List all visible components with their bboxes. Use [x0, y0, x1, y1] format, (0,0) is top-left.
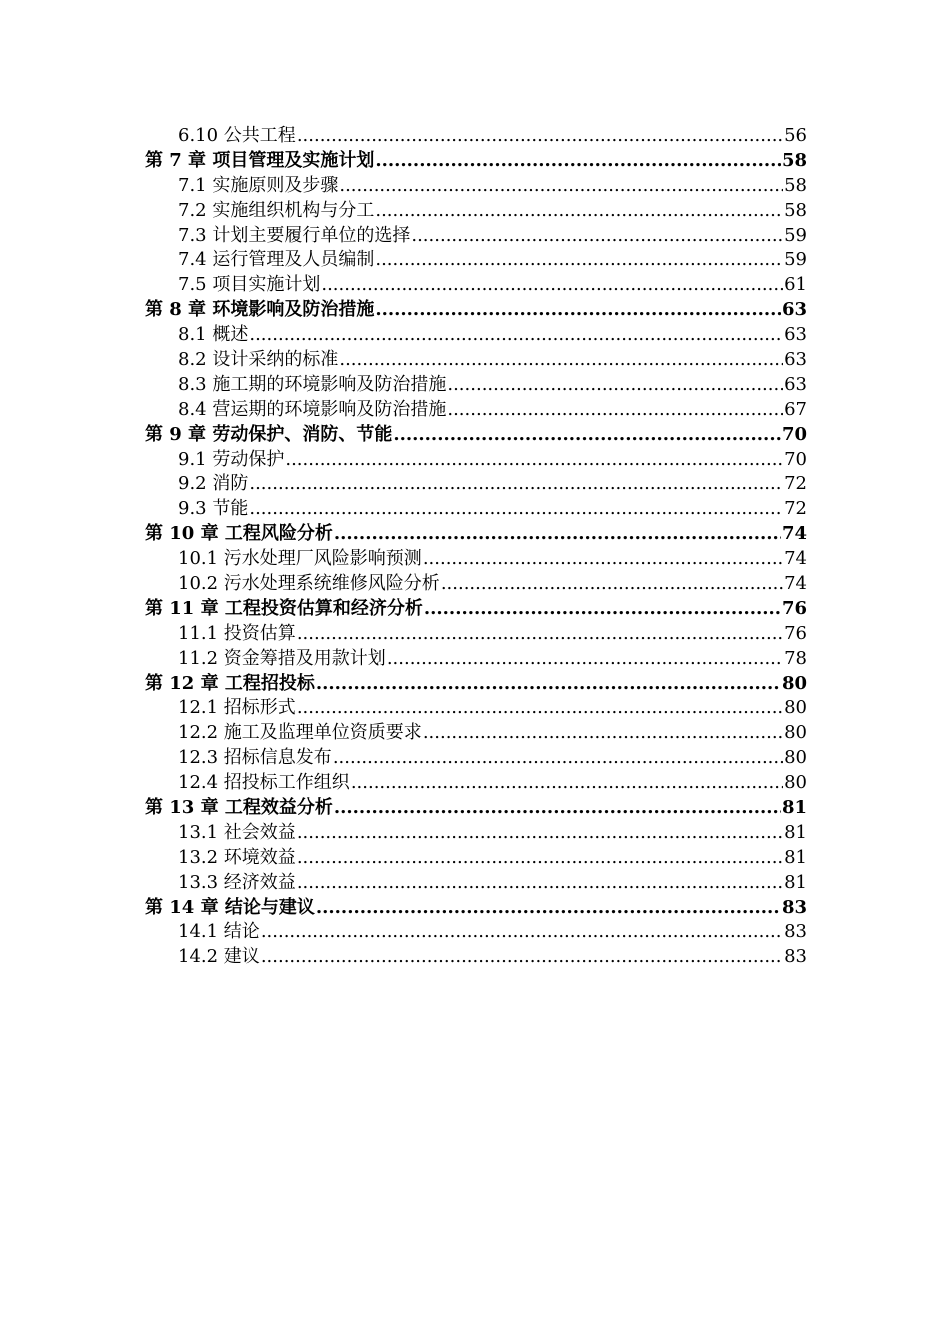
toc-chapter-entry[interactable] — [145, 423, 807, 448]
toc-section-entry[interactable] — [145, 721, 807, 746]
toc-section-entry[interactable] — [145, 199, 807, 224]
toc-page-number: 72 — [784, 498, 807, 520]
toc-entry-title: 7.3 计划主要履行单位的选择 — [178, 224, 411, 246]
toc-entry-title: 14.1 结论 — [178, 921, 260, 943]
toc-page-number: 80 — [781, 672, 807, 694]
toc-dot-leader — [316, 896, 781, 921]
toc-dot-leader — [424, 597, 781, 622]
toc-chapter-entry[interactable] — [145, 672, 807, 697]
toc-entry-title: 7.1 实施原则及步骤 — [178, 174, 339, 196]
toc-dot-leader — [375, 199, 783, 224]
toc-dot-leader — [375, 248, 783, 273]
toc-page-number: 70 — [781, 423, 807, 445]
toc-section-entry[interactable] — [145, 497, 807, 522]
toc-dot-leader — [297, 821, 783, 846]
toc-page-number: 78 — [784, 647, 807, 669]
toc-page-number: 59 — [784, 224, 807, 246]
toc-page-number: 76 — [781, 597, 807, 619]
toc-section-entry[interactable] — [145, 323, 807, 348]
toc-page-number: 76 — [784, 622, 807, 644]
toc-page-number: 74 — [784, 548, 807, 570]
toc-dot-leader — [339, 348, 783, 373]
toc-page-number: 81 — [784, 871, 807, 893]
toc-entry-title: 9.2 消防 — [178, 473, 249, 495]
toc-entry-title: 9.3 节能 — [178, 498, 249, 520]
toc-dot-leader — [447, 373, 783, 398]
toc-page-number: 56 — [784, 124, 807, 146]
toc-section-entry[interactable] — [145, 448, 807, 473]
toc-section-entry[interactable] — [145, 547, 807, 572]
toc-dot-leader — [441, 572, 783, 597]
toc-entry-title: 8.2 设计采纳的标准 — [178, 349, 339, 370]
toc-page-number: 83 — [784, 921, 807, 943]
toc-section-entry[interactable] — [145, 945, 807, 970]
toc-dot-leader — [334, 796, 781, 821]
toc-page-number: 70 — [784, 448, 807, 470]
toc-dot-leader — [447, 398, 783, 423]
toc-page-number: 72 — [784, 473, 807, 495]
toc-dot-leader — [375, 149, 781, 174]
toc-section-entry[interactable] — [145, 696, 807, 721]
toc-section-entry[interactable] — [145, 373, 807, 398]
toc-entry-title: 9.1 劳动保护 — [178, 448, 285, 470]
toc-entry-title: 13.2 环境效益 — [178, 846, 296, 868]
toc-dot-leader — [249, 472, 783, 497]
toc-page-number: 74 — [781, 523, 807, 545]
toc-dot-leader — [316, 672, 781, 697]
toc-page-number: 59 — [784, 249, 807, 271]
toc-page-number: 61 — [784, 274, 807, 296]
toc-dot-leader — [249, 323, 783, 348]
toc-dot-leader — [387, 647, 783, 672]
toc-entry-title: 11.2 资金筹措及用款计划 — [178, 647, 386, 669]
toc-entry-title: 8.4 营运期的环境影响及防治措施 — [178, 398, 447, 420]
toc-section-entry[interactable] — [145, 174, 807, 199]
toc-entry-title: 8.3 施工期的环境影响及防治措施 — [178, 373, 447, 395]
toc-dot-leader — [333, 746, 783, 771]
toc-entry-title: 13.3 经济效益 — [178, 871, 296, 893]
toc-page-number: 58 — [784, 199, 807, 221]
toc-section-entry[interactable] — [145, 224, 807, 249]
toc-entry-title: 第 9 章 劳动保护、消防、节能 — [145, 423, 393, 445]
toc-dot-leader — [351, 771, 783, 796]
toc-dot-leader — [411, 224, 783, 249]
toc-page-number: 58 — [784, 174, 807, 196]
toc-entry-title: 14.2 建议 — [178, 946, 260, 968]
toc-page-number: 81 — [784, 821, 807, 843]
toc-dot-leader — [423, 721, 783, 746]
toc-entry-title: 12.4 招投标工作组织 — [178, 772, 350, 794]
toc-dot-leader — [393, 423, 781, 448]
toc-dot-leader — [334, 522, 781, 547]
toc-dot-leader — [285, 448, 783, 473]
toc-section-entry[interactable] — [145, 622, 807, 647]
toc-page-number: 63 — [784, 349, 807, 370]
toc-page-number: 74 — [784, 573, 807, 595]
toc-entry-title: 第 8 章 环境影响及防治措施 — [145, 299, 375, 321]
toc-section-entry[interactable] — [145, 348, 807, 373]
toc-section-entry[interactable] — [145, 821, 807, 846]
toc-section-entry[interactable] — [145, 273, 807, 298]
toc-section-entry[interactable] — [145, 572, 807, 597]
toc-page-number: 63 — [784, 324, 807, 346]
toc-entry-title: 12.1 招标形式 — [178, 697, 296, 719]
toc-entry-title: 第 7 章 项目管理及实施计划 — [145, 149, 375, 171]
toc-entry-title: 7.4 运行管理及人员编制 — [178, 249, 375, 271]
table-of-contents — [145, 124, 807, 970]
toc-dot-leader — [297, 622, 783, 647]
toc-page-number: 80 — [784, 772, 807, 794]
toc-section-entry[interactable] — [145, 746, 807, 771]
toc-page-number: 80 — [784, 697, 807, 719]
toc-dot-leader — [375, 298, 781, 323]
toc-section-entry[interactable] — [145, 921, 807, 946]
toc-chapter-entry[interactable] — [145, 796, 807, 821]
toc-dot-leader — [297, 124, 783, 149]
toc-dot-leader — [297, 846, 783, 871]
toc-dot-leader — [321, 273, 783, 298]
toc-entry-title: 第 13 章 工程效益分析 — [145, 797, 333, 819]
toc-page-number: 81 — [781, 797, 807, 819]
toc-entry-title: 第 11 章 工程投资估算和经济分析 — [145, 597, 423, 619]
toc-section-entry[interactable] — [145, 647, 807, 672]
toc-chapter-entry[interactable] — [145, 298, 807, 323]
toc-page-number: 67 — [784, 398, 807, 420]
toc-entry-title: 6.10 公共工程 — [178, 124, 296, 146]
toc-section-entry[interactable] — [145, 248, 807, 273]
toc-entry-title: 第 14 章 结论与建议 — [145, 896, 315, 918]
toc-entry-title: 7.5 项目实施计划 — [178, 274, 321, 296]
toc-page-number: 80 — [784, 722, 807, 744]
toc-entry-title: 10.2 污水处理系统维修风险分析 — [178, 573, 440, 595]
toc-chapter-entry[interactable] — [145, 522, 807, 547]
toc-chapter-entry[interactable] — [145, 149, 807, 174]
toc-chapter-entry[interactable] — [145, 597, 807, 622]
toc-entry-title: 13.1 社会效益 — [178, 821, 296, 843]
toc-entry-title: 8.1 概述 — [178, 324, 249, 346]
toc-dot-leader — [339, 174, 783, 199]
toc-dot-leader — [297, 696, 783, 721]
toc-dot-leader — [249, 497, 783, 522]
toc-section-entry[interactable] — [145, 846, 807, 871]
toc-page-number: 83 — [784, 946, 807, 968]
toc-page-number: 81 — [784, 846, 807, 868]
toc-page-number: 63 — [784, 373, 807, 395]
toc-entry-title: 12.3 招标信息发布 — [178, 747, 332, 769]
toc-entry-title: 第 10 章 工程风险分析 — [145, 523, 333, 545]
toc-section-entry[interactable] — [145, 124, 807, 149]
toc-dot-leader — [423, 547, 783, 572]
toc-page-number: 63 — [781, 299, 807, 321]
toc-dot-leader — [261, 945, 783, 970]
toc-entry-title: 7.2 实施组织机构与分工 — [178, 199, 375, 221]
toc-entry-title: 11.1 投资估算 — [178, 622, 296, 644]
toc-entry-title: 第 12 章 工程招投标 — [145, 672, 315, 694]
toc-entry-title: 12.2 施工及监理单位资质要求 — [178, 722, 422, 744]
toc-chapter-entry[interactable] — [145, 896, 807, 921]
toc-page-number: 58 — [781, 149, 807, 171]
toc-section-entry[interactable] — [145, 472, 807, 497]
toc-page-number: 83 — [781, 896, 807, 918]
toc-section-entry[interactable] — [145, 871, 807, 896]
toc-entry-title: 10.1 污水处理厂风险影响预测 — [178, 548, 422, 570]
toc-page-number: 80 — [784, 747, 807, 769]
toc-dot-leader — [261, 920, 783, 945]
toc-dot-leader — [297, 871, 783, 896]
toc-section-entry[interactable] — [145, 771, 807, 796]
toc-section-entry[interactable] — [145, 398, 807, 423]
